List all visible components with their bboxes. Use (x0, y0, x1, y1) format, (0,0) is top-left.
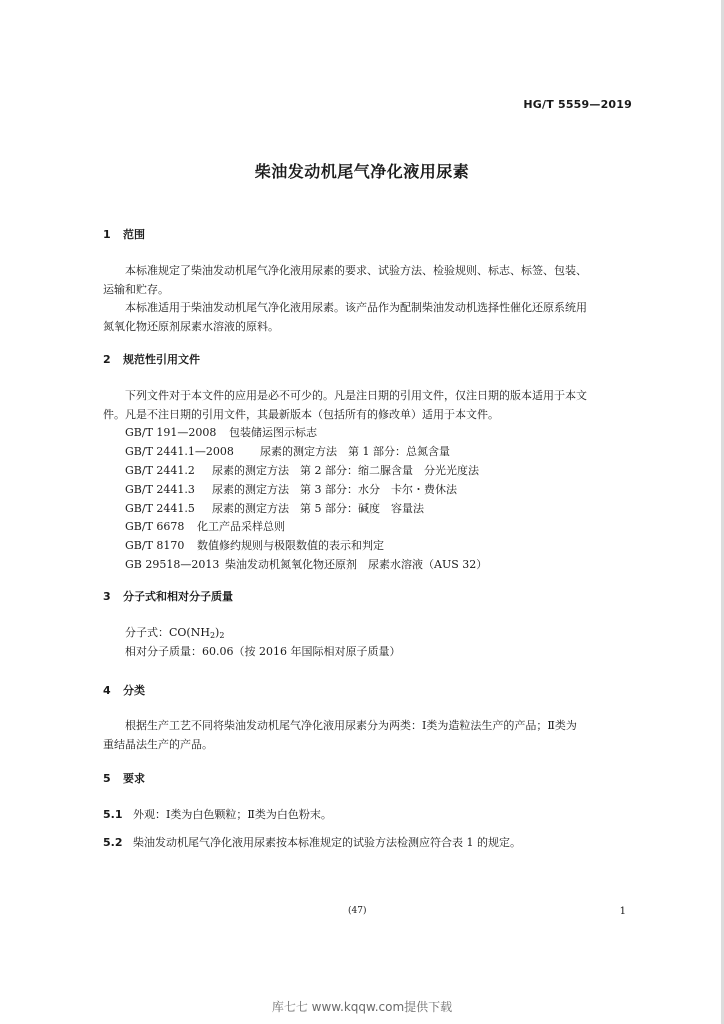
clause-number: 5.2 (103, 836, 123, 849)
standard-number: HG/T 5559—2019 (523, 98, 632, 111)
section-title: 范围 (123, 228, 145, 241)
reference-code: GB 29518—2013 (125, 558, 220, 571)
clause-text: 柴油发动机尾气净化液用尿素按本标准规定的试验方法检测应符合表 1 的规定。 (133, 836, 521, 849)
formula-close: ) (215, 626, 220, 639)
section-heading-classification (103, 682, 145, 698)
reference-title: 包装储运图示标志 (229, 426, 317, 439)
reference-code: GB/T 2441.3 (125, 483, 195, 496)
section-title: 分类 (123, 684, 145, 697)
refs-intro-line1: 下列文件对于本文件的应用是必不可少的。凡是注日期的引用文件，仅注日期的版本适用于本文 (125, 389, 587, 402)
reference-title: 柴油发动机氮氧化物还原剂 尿素水溶液（AUS 32） (225, 558, 488, 571)
section-heading-refs (103, 351, 200, 367)
classification-line2: 重结晶法生产的产品。 (103, 738, 213, 751)
reference-item (125, 518, 285, 534)
reference-title: 数值修约规则与极限数值的表示和判定 (197, 539, 384, 552)
scope-p2-line1: 本标准适用于柴油发动机尾气净化液用尿素。该产品作为配制柴油发动机选择性催化还原系统用 (125, 301, 587, 314)
formula-label: 分子式： (125, 626, 169, 639)
reference-item (125, 556, 487, 572)
clause-5-2 (103, 834, 521, 850)
section-heading-requirements (103, 770, 145, 786)
molecular-formula (125, 624, 224, 640)
download-watermark: 库七七 www.kqqw.com提供下载 (271, 1000, 453, 1014)
reference-title: 尿素的测定方法 第 2 部分：缩二脲含量 分光光度法 (212, 464, 479, 477)
reference-item (125, 424, 317, 440)
reference-item (125, 500, 424, 516)
classification-line1: 根据生产工艺不同将柴油发动机尾气净化液用尿素分为两类：Ⅰ类为造粒法生产的产品；Ⅱ类为 (125, 719, 577, 732)
reference-code: GB/T 2441.2 (125, 464, 195, 477)
reference-title: 尿素的测定方法 第 5 部分：碱度 容量法 (212, 502, 424, 515)
section-heading-scope (103, 226, 145, 242)
reference-item (125, 462, 479, 478)
section-number: 4 (103, 684, 111, 697)
reference-item (125, 481, 457, 497)
section-heading-formula (103, 588, 233, 604)
clause-number: 5.1 (103, 808, 123, 821)
page-number: 1 (619, 906, 626, 917)
section-number: 5 (103, 772, 111, 785)
formula-main: CO(NH (169, 626, 210, 639)
document-title: 柴油发动机尾气净化液用尿素 (254, 162, 470, 181)
folio-number: (47) (348, 906, 367, 916)
section-number: 3 (103, 590, 111, 603)
reference-code: GB/T 2441.1—2008 (125, 445, 234, 458)
clause-text: 外观：Ⅰ类为白色颗粒；Ⅱ类为白色粉末。 (133, 808, 332, 821)
reference-code: GB/T 8170 (125, 539, 185, 552)
reference-code: GB/T 6678 (125, 520, 185, 533)
scope-p1-line2: 运输和贮存。 (103, 283, 169, 296)
relative-molecular-mass: 相对分子质量：60.06（按 2016 年国际相对原子质量） (125, 645, 401, 658)
formula-subscript: 2 (219, 631, 225, 640)
reference-code: GB/T 2441.5 (125, 502, 195, 515)
section-number: 2 (103, 353, 111, 366)
section-title: 分子式和相对分子质量 (123, 590, 233, 603)
reference-title: 化工产品采样总则 (197, 520, 285, 533)
section-title: 规范性引用文件 (123, 353, 200, 366)
section-title: 要求 (123, 772, 145, 785)
scope-p1-line1: 本标准规定了柴油发动机尾气净化液用尿素的要求、试验方法、检验规则、标志、标签、包装、 (125, 264, 587, 277)
scope-p2-line2: 氮氧化物还原剂尿素水溶液的原料。 (103, 320, 279, 333)
formula-subscript: 2 (209, 631, 216, 640)
refs-intro-line2: 件。凡是不注日期的引用文件，其最新版本（包括所有的修改单）适用于本文件。 (103, 408, 499, 421)
reference-title: 尿素的测定方法 第 3 部分：水分 卡尔・费休法 (212, 483, 457, 496)
reference-item (125, 537, 384, 553)
reference-title: 尿素的测定方法 第 1 部分：总氮含量 (260, 445, 450, 458)
clause-5-1 (103, 806, 332, 822)
reference-item (125, 443, 450, 459)
section-number: 1 (103, 228, 111, 241)
reference-code: GB/T 191—2008 (125, 426, 217, 439)
